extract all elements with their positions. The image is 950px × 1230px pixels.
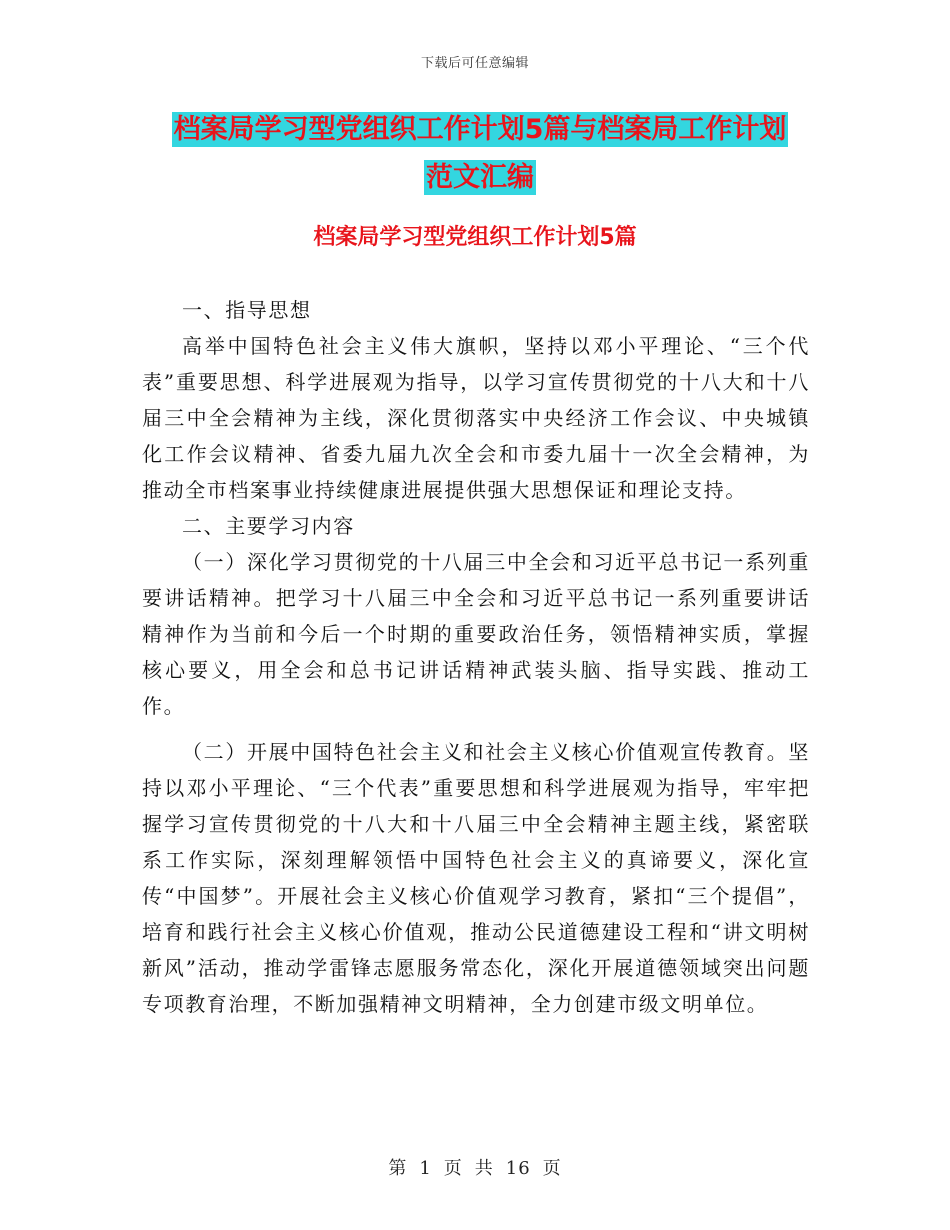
footer-page-word: 页 xyxy=(443,1158,463,1179)
document-title xyxy=(150,106,810,202)
paragraph-item-2: （二）开展中国特色社会主义和社会主义核心价值观宣传教育。坚持以邓小平理论、“三个代表”重要思想和科学进展观为指导，牢牢把握学习宣传贯彻党的十八大和十八届三中全会精神主题主线，紧密联系工作实际，深刻理解领悟中国特色社会主义的真谛要义，深化宣传“中国梦”。开展社会主义核心价值观学习教育，紧扣“三个提倡”，培育和践行社会主义核心价值观，推动公民道德建设工程和“讲文明树新风”活动，推动学雷锋志愿服务常态化，深化开展道德领域突出问题专项教育治理，不断加强精神文明精神，全力创建市级文明单位。 xyxy=(142,740,810,1016)
paragraph-guiding-ideology: 高举中国特色社会主义伟大旗帜，坚持以邓小平理论、“三个代表”重要思想、科学进展观为指导，以学习宣传贯彻党的十八大和十八届三中全会精神为主线，深化贯彻落实中央经济工作会议、中央城镇化工作会议精神、省委九届九次全会和市委九届十一次全会精神，为推动全市档案事业持续健康进展提供强大思想保证和理论支持。 xyxy=(142,334,810,502)
body-text xyxy=(142,292,810,1022)
paragraph-item-1: （一）深化学习贯彻党的十八届三中全会和习近平总书记一系列重要讲话精神。把学习十八届三中全会和习近平总书记一系列重要讲话精神作为当前和今后一个时期的重要政治任务，领悟精神实质，掌握核心要义，用全会和总书记讲话精神武装头脑、指导实践、推动工作。 xyxy=(142,550,810,718)
footer-total-prefix: 共 xyxy=(474,1158,494,1179)
heading-main-content: 二、主要学习内容 xyxy=(182,514,355,538)
header-note: 下载后可任意编辑 xyxy=(420,56,529,71)
footer-page-number: 1 xyxy=(419,1158,432,1179)
footer-prefix: 第 xyxy=(388,1158,408,1179)
section-title: 档案局学习型党组织工作计划5篇 xyxy=(313,225,637,250)
footer-total-pages: 16 xyxy=(505,1158,531,1179)
page-footer xyxy=(0,1154,950,1180)
footer-suffix: 页 xyxy=(542,1158,562,1179)
document-title-line-1: 档案局学习型党组织工作计划5篇与档案局工作计划 xyxy=(173,114,787,145)
heading-guiding-ideology: 一、指导思想 xyxy=(182,298,312,322)
document-title-line-2: 范文汇编 xyxy=(426,162,534,193)
